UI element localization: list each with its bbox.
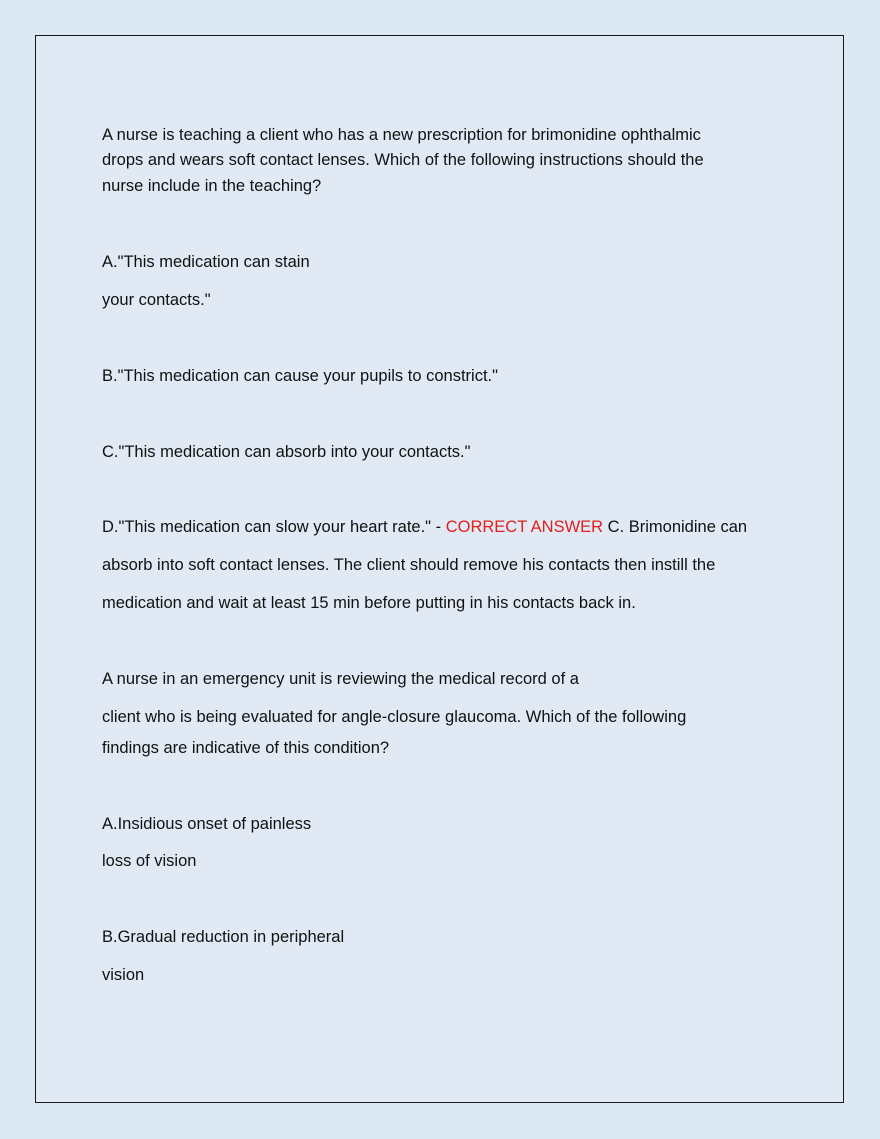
q1-option-a-line-1: A."This medication can stain [102,253,310,271]
q2-option-b-line-1: B.Gradual reduction in peripheral [102,928,345,946]
q1-option-a-line-2: your contacts." [102,291,211,309]
q1-rationale-line-1: C. Brimonidine can [603,518,748,536]
q2-stem-line-1: A nurse in an emergency unit is reviewing the medical record of a [102,670,579,688]
q2-option-b-line-2: vision [102,966,145,984]
q1-stem-line-2: drops and wears soft contact lenses. Which of the following instructions should the [102,151,704,169]
q2-option-a-line-1: A.Insidious onset of painless [102,815,312,833]
q1-stem-line-3: nurse include in the teaching? [102,177,322,195]
q1-option-b: B."This medication can cause your pupils to constrict." [102,367,498,385]
q1-option-d: D."This medication can slow your heart rate." - [102,518,446,536]
correct-answer-label: CORRECT ANSWER [445,518,604,536]
q2-option-a-line-2: loss of vision [102,852,197,870]
q2-stem-line-2: client who is being evaluated for angle-closure glaucoma. Which of the following [102,708,687,726]
q1-rationale-line-3: medication and wait at least 15 min before putting in his contacts back in. [102,594,636,612]
q1-rationale-line-2: absorb into soft contact lenses. The client should remove his contacts then instill the [102,556,716,574]
q1-stem-line-1: A nurse is teaching a client who has a new prescription for brimonidine ophthalmic [102,126,701,144]
q2-stem-line-3: findings are indicative of this condition? [102,739,390,757]
q1-option-c: C."This medication can absorb into your contacts." [102,443,471,461]
q1-option-d-line [102,515,747,540]
